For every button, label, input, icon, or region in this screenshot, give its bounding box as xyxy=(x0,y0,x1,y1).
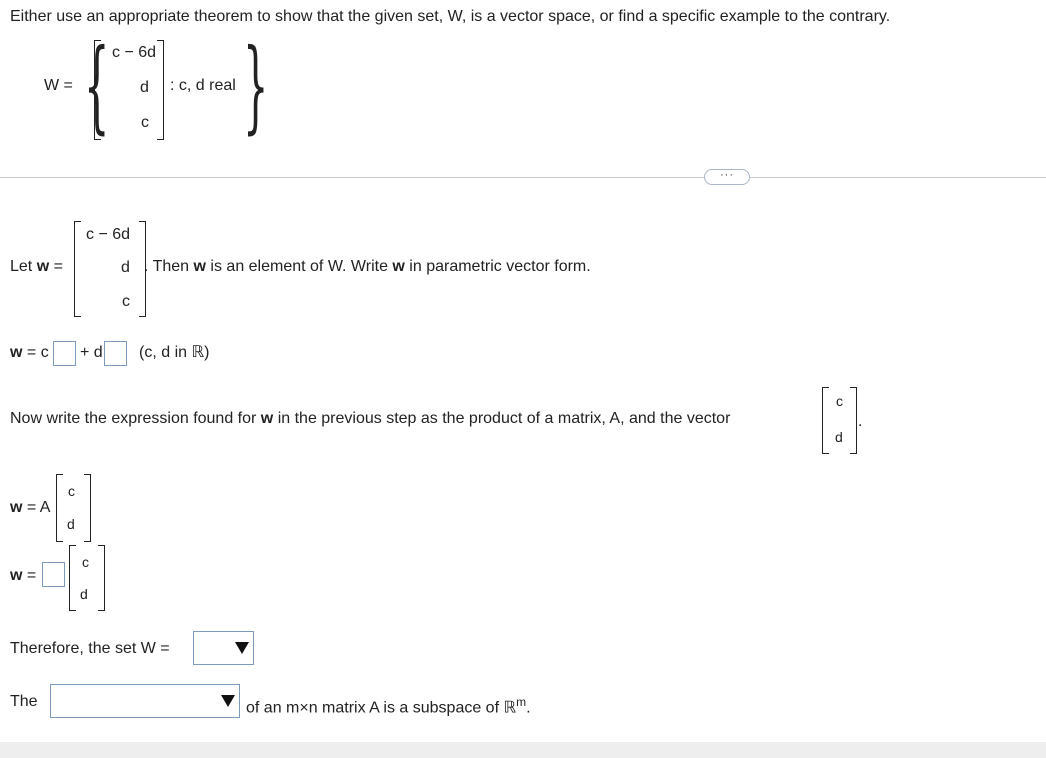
dropdown-arrow-icon xyxy=(221,695,235,707)
set-right-brace: } xyxy=(243,27,269,144)
set-matrix-right-bracket xyxy=(157,40,164,140)
step3-period: . xyxy=(858,413,863,430)
w-entry-3: c xyxy=(122,293,130,310)
step3-text: Now write the expression found for w in the previous step as the product of a matrix, A, and the vector xyxy=(10,410,731,427)
set-entry-2: d xyxy=(140,79,149,96)
w-matrix-left-bracket xyxy=(74,221,81,317)
step1-text: . Then w is an element of W. Write w in parametric vector form. xyxy=(144,258,591,275)
w-equals-a-label: w = A xyxy=(10,499,51,516)
section-divider xyxy=(0,177,1046,178)
set-entry-3: c xyxy=(141,114,149,131)
therefore-text: Therefore, the set W = xyxy=(10,640,170,657)
c-coefficient-vector-input[interactable] xyxy=(53,341,76,366)
subspace-statement: of an m×n matrix A is a subspace of ℝ$^m$. xyxy=(246,695,531,717)
set-condition: : c, d real xyxy=(170,77,236,94)
plus-d-label: + d xyxy=(80,344,103,361)
set-lhs: W = xyxy=(44,77,73,94)
let-w-label: Let w = xyxy=(10,258,63,275)
cd-vector-left-bracket xyxy=(822,387,829,454)
step4-vector-d: d xyxy=(67,516,75,532)
d-coefficient-vector-input[interactable] xyxy=(104,341,127,366)
domain-note: (c, d in ℝ) xyxy=(139,344,210,361)
cd-vector-d: d xyxy=(835,429,843,445)
w-entry-1: c − 6d xyxy=(86,226,131,243)
more-options-button[interactable]: ··· xyxy=(704,169,750,185)
param-w-label: w = c xyxy=(10,344,49,361)
footer-bar xyxy=(0,742,1046,758)
step5-vector-d: d xyxy=(80,586,88,602)
cd-vector-c: c xyxy=(836,393,843,409)
w-entry-2: d xyxy=(121,259,130,276)
matrix-a-input[interactable] xyxy=(42,562,65,587)
dropdown-arrow-icon xyxy=(235,642,249,654)
step4-vector-left-bracket xyxy=(56,474,63,542)
cd-vector-right-bracket xyxy=(850,387,857,454)
step5-vector-left-bracket xyxy=(69,545,76,611)
step4-vector-c: c xyxy=(68,483,75,499)
set-entry-1: c − 6d xyxy=(112,44,157,61)
set-type-dropdown[interactable] xyxy=(193,631,254,665)
the-label: The xyxy=(10,693,38,710)
set-matrix-left-bracket xyxy=(94,40,101,140)
w-equals-matrix-label: w = xyxy=(10,567,37,584)
instruction-text: Either use an appropriate theorem to show that the given set, W, is a vector space, or find a specific example to the contrary. xyxy=(10,8,891,25)
set-left-brace: { xyxy=(84,27,110,144)
step5-vector-c: c xyxy=(82,554,89,570)
subspace-type-dropdown[interactable] xyxy=(50,684,240,718)
step4-vector-right-bracket xyxy=(84,474,91,542)
step5-vector-right-bracket xyxy=(98,545,105,611)
